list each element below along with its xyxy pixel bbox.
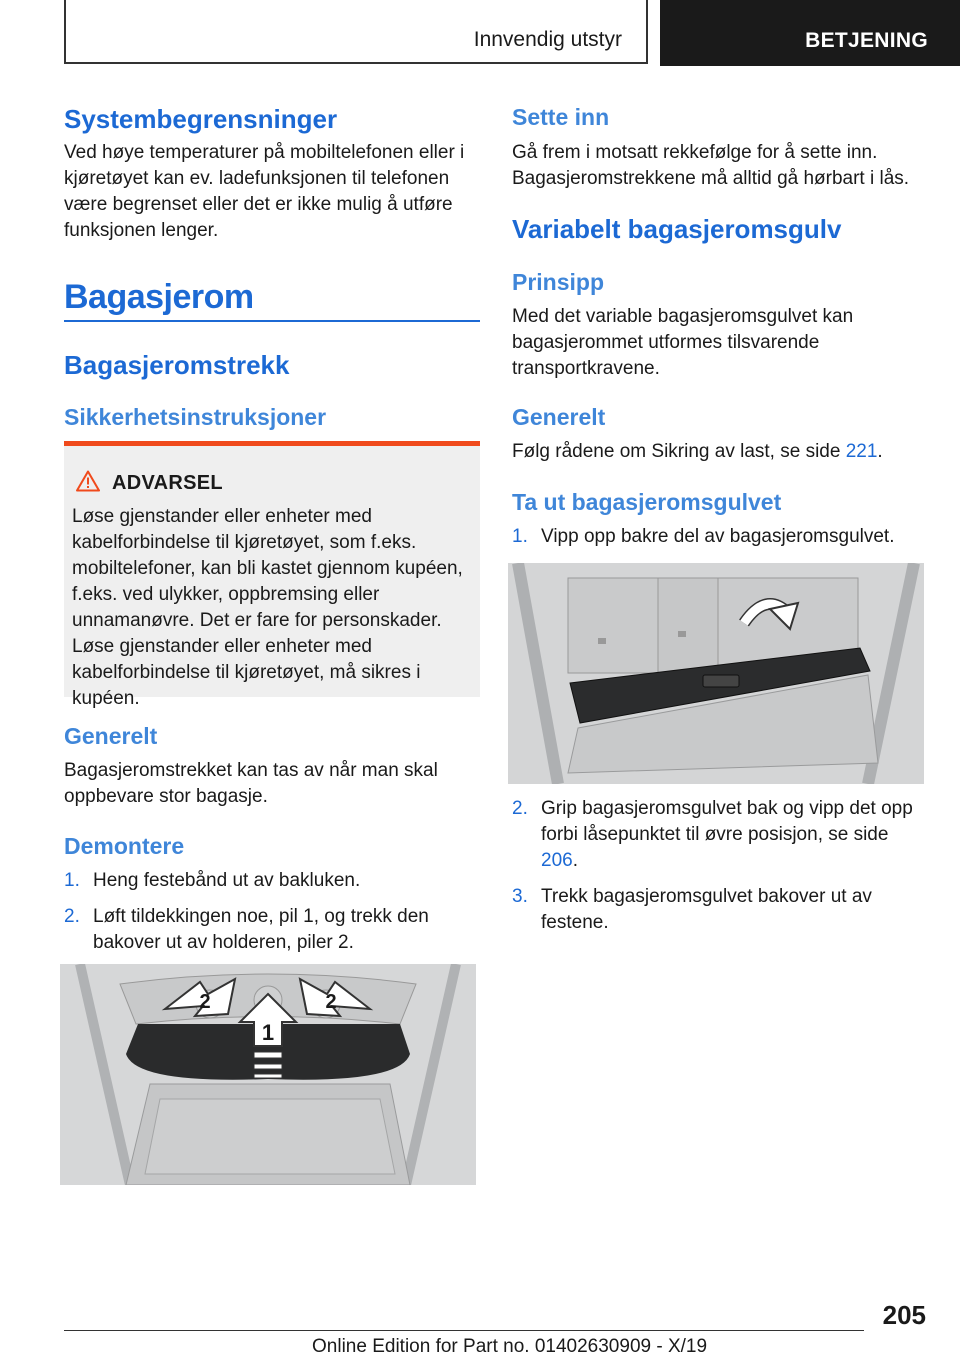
page-number: 205 <box>882 1300 926 1330</box>
heading-prinsipp: Prinsipp <box>512 269 605 295</box>
arrow-label-2-left: 2 <box>199 991 211 1013</box>
header-frame <box>64 0 648 64</box>
heading-rule <box>64 320 480 322</box>
step-text: Løft tildekkingen noe, pil 1, og trekk den bakover ut av holderen, piler 2. <box>93 906 429 953</box>
arrow-label-1: 1 <box>261 1020 275 1045</box>
trunk-floor-illustration <box>508 563 924 784</box>
step-number: 3. <box>512 886 528 907</box>
step-2-text-before: Grip bagasjeromsgulvet bak og vipp det opp forbi låsepunktet til øvre posisjon, se side <box>541 798 913 845</box>
warning-title: ADVARSEL <box>112 472 223 494</box>
prinsipp-text: Med det variable bagasjeromsgulvet kan bagasjerommet utformes tilsvarende transportkravene. <box>512 306 854 379</box>
list-item <box>64 868 480 894</box>
figure-trunk-cover-removal <box>60 964 476 1185</box>
step-text <box>541 798 913 871</box>
arrow-label-2-right: 2 <box>325 991 337 1013</box>
heading-sette-inn: Sette inn <box>512 104 610 130</box>
warning-triangle-icon <box>76 470 100 492</box>
sette-inn-text: Gå frem i motsatt rekkefølge for å sette inn. Bagasjeromstrekkene må alltid gå hørbart i lås. <box>512 142 910 189</box>
step-text: Trekk bagasjeromsgulvet bakover ut av festene. <box>541 886 872 933</box>
heading-variabelt-bagasjeromsgulv: Variabelt bagasjeromsgulv <box>512 214 842 244</box>
footer-rule <box>64 1330 864 1331</box>
figure-floor-tilt <box>508 563 924 784</box>
systembegrensninger-text: Ved høye temperaturer på mobiltelefonen eller i kjøretøyet kan ev. ladefunksjonen til telefonen være begrenset eller det er ikke mulig å utføre funksjonen lenger. <box>64 142 465 241</box>
step-text: Vipp opp bakre del av bagasjeromsgulvet. <box>541 526 895 547</box>
list-item <box>512 796 924 874</box>
heading-generelt-right: Generelt <box>512 404 606 430</box>
heading-sikkerhetsinstruksjoner: Sikkerhetsinstruksjoner <box>64 404 327 430</box>
demontere-steps <box>64 868 480 966</box>
header-chapter-tab <box>660 0 960 66</box>
trunk-cover-illustration <box>60 964 476 1185</box>
ta-ut-steps-2-3 <box>512 796 924 946</box>
generelt-right-text-before: Følg rådene om Sikring av last, se side <box>512 441 846 462</box>
page-main-heading: Bagasjerom <box>64 278 254 316</box>
list-item <box>64 904 480 956</box>
header-section-title: Innvendig utstyr <box>473 28 622 51</box>
step-number: 2. <box>512 798 528 819</box>
page-link-221[interactable]: 221 <box>845 441 878 462</box>
step-number: 2. <box>64 906 80 927</box>
step-2-text-after: . <box>572 850 578 871</box>
step-number: 1. <box>64 870 80 891</box>
heading-bagasjeromstrekk: Bagasjeromstrekk <box>64 350 290 380</box>
step-number: 1. <box>512 526 528 547</box>
footer-edition: Online Edition for Part no. 01402630909 - X/19 <box>312 1336 708 1357</box>
list-item <box>512 524 924 550</box>
heading-systembegrensninger: Systembegrensninger <box>64 104 338 134</box>
heading-ta-ut-bagasjeromsgulvet: Ta ut bagasjeromsgulvet <box>512 489 782 515</box>
generelt-right-text-after: . <box>877 441 883 462</box>
step-text: Heng festebånd ut av bakluken. <box>93 870 361 891</box>
page-link-206[interactable]: 206 <box>541 850 573 871</box>
ta-ut-step-1 <box>512 524 924 560</box>
header-chapter-label: BETJENING <box>805 29 928 52</box>
heading-demontere: Demontere <box>64 833 185 859</box>
list-item <box>512 884 924 936</box>
warning-text: Løse gjenstander eller enheter med kabelforbindelse til kjøretøyet, som f.eks. mobiltelefoner, kan bli kastet gjennom kupéen, f.eks. ved ulykker, oppbremsing eller unnamanøvre. Det er fare for personskader. Løse gjenstander eller enheter med kabelforbindelse til kjøretøyet, må sikres i kupéen. <box>72 506 463 709</box>
warning-box <box>64 441 480 709</box>
generelt-left-text: Bagasjeromstrekket kan tas av når man skal oppbevare stor bagasje. <box>64 760 438 807</box>
generelt-right-text <box>512 439 924 465</box>
heading-generelt-left: Generelt <box>64 723 158 749</box>
